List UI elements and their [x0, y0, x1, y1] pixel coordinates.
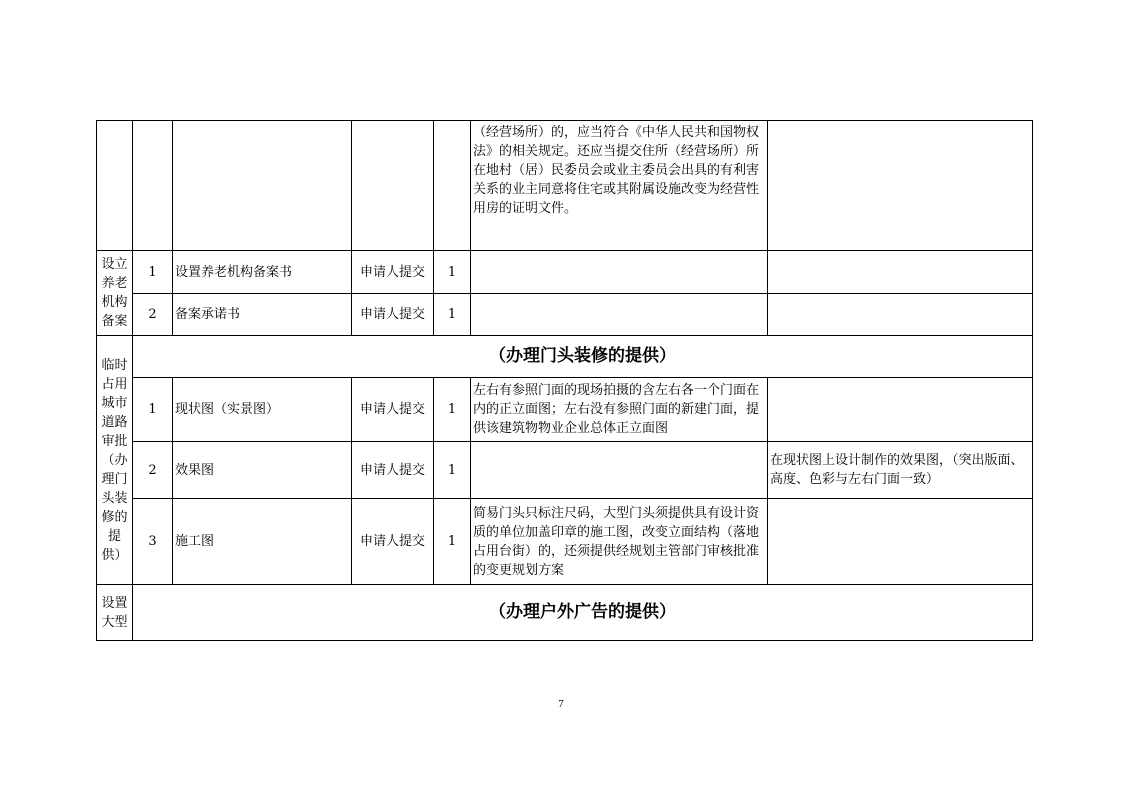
source-cell: 申请人提交 — [352, 294, 434, 336]
source-cell: 申请人提交 — [352, 378, 434, 442]
desc-cell — [471, 442, 768, 499]
num-cell: 2 — [133, 294, 173, 336]
desc-cell — [471, 294, 768, 336]
table-row — [97, 585, 1033, 641]
table-row — [97, 294, 1033, 336]
source-cell: 申请人提交 — [352, 499, 434, 585]
note-cell — [768, 499, 1033, 585]
section-title: （办理门头装修的提供） — [133, 336, 1033, 378]
source-cell — [352, 121, 434, 251]
source-cell: 申请人提交 — [352, 251, 434, 294]
name-cell: 设置养老机构备案书 — [173, 251, 352, 294]
desc-cell: （经营场所）的，应当符合《中华人民共和国物权法》的相关规定。还应当提交住所（经营场所）所在地村（居）民委员会或业主委员会出具的有利害关系的业主同意将住宅或其附属设施改变为经营性用房的证明文件。 — [471, 121, 768, 251]
num-cell: 2 — [133, 442, 173, 499]
table-row — [97, 442, 1033, 499]
name-cell — [173, 121, 352, 251]
num-cell: 1 — [133, 378, 173, 442]
num-cell: 3 — [133, 499, 173, 585]
note-cell: 在现状图上设计制作的效果图，（突出版面、高度、色彩与左右门面一致） — [768, 442, 1033, 499]
name-cell: 现状图（实景图） — [173, 378, 352, 442]
count-cell: 1 — [434, 251, 471, 294]
note-cell — [768, 294, 1033, 336]
note-cell — [768, 378, 1033, 442]
name-cell: 备案承诺书 — [173, 294, 352, 336]
count-cell: 1 — [434, 499, 471, 585]
category-cell: 临时占用城市道路审批（办理门头装修的提供） — [97, 336, 133, 585]
name-cell: 施工图 — [173, 499, 352, 585]
desc-cell: 左右有参照门面的现场拍摄的含左右各一个门面在内的正立面图；左右没有参照门面的新建门面，提供该建筑物物业企业总体正立面图 — [471, 378, 768, 442]
category-cell: 设立养老机构备案 — [97, 251, 133, 336]
materials-table — [96, 120, 1033, 641]
source-cell: 申请人提交 — [352, 442, 434, 499]
count-cell: 1 — [434, 378, 471, 442]
note-cell — [768, 251, 1033, 294]
section-title: （办理户外广告的提供） — [133, 585, 1033, 641]
page-number: 7 — [558, 698, 564, 710]
count-cell — [434, 121, 471, 251]
table-row — [97, 336, 1033, 378]
category-cell — [97, 121, 133, 251]
num-cell: 1 — [133, 251, 173, 294]
count-cell: 1 — [434, 294, 471, 336]
table-row — [97, 499, 1033, 585]
table-row — [97, 251, 1033, 294]
name-cell: 效果图 — [173, 442, 352, 499]
note-cell — [768, 121, 1033, 251]
table-row — [97, 378, 1033, 442]
desc-cell — [471, 251, 768, 294]
table-row — [97, 121, 1033, 251]
category-cell: 设置大型 — [97, 585, 133, 641]
count-cell: 1 — [434, 442, 471, 499]
num-cell — [133, 121, 173, 251]
desc-cell: 简易门头只标注尺码，大型门头须提供具有设计资质的单位加盖印章的施工图，改变立面结构（落地占用台街）的，还须提供经规划主管部门审核批准的变更规划方案 — [471, 499, 768, 585]
